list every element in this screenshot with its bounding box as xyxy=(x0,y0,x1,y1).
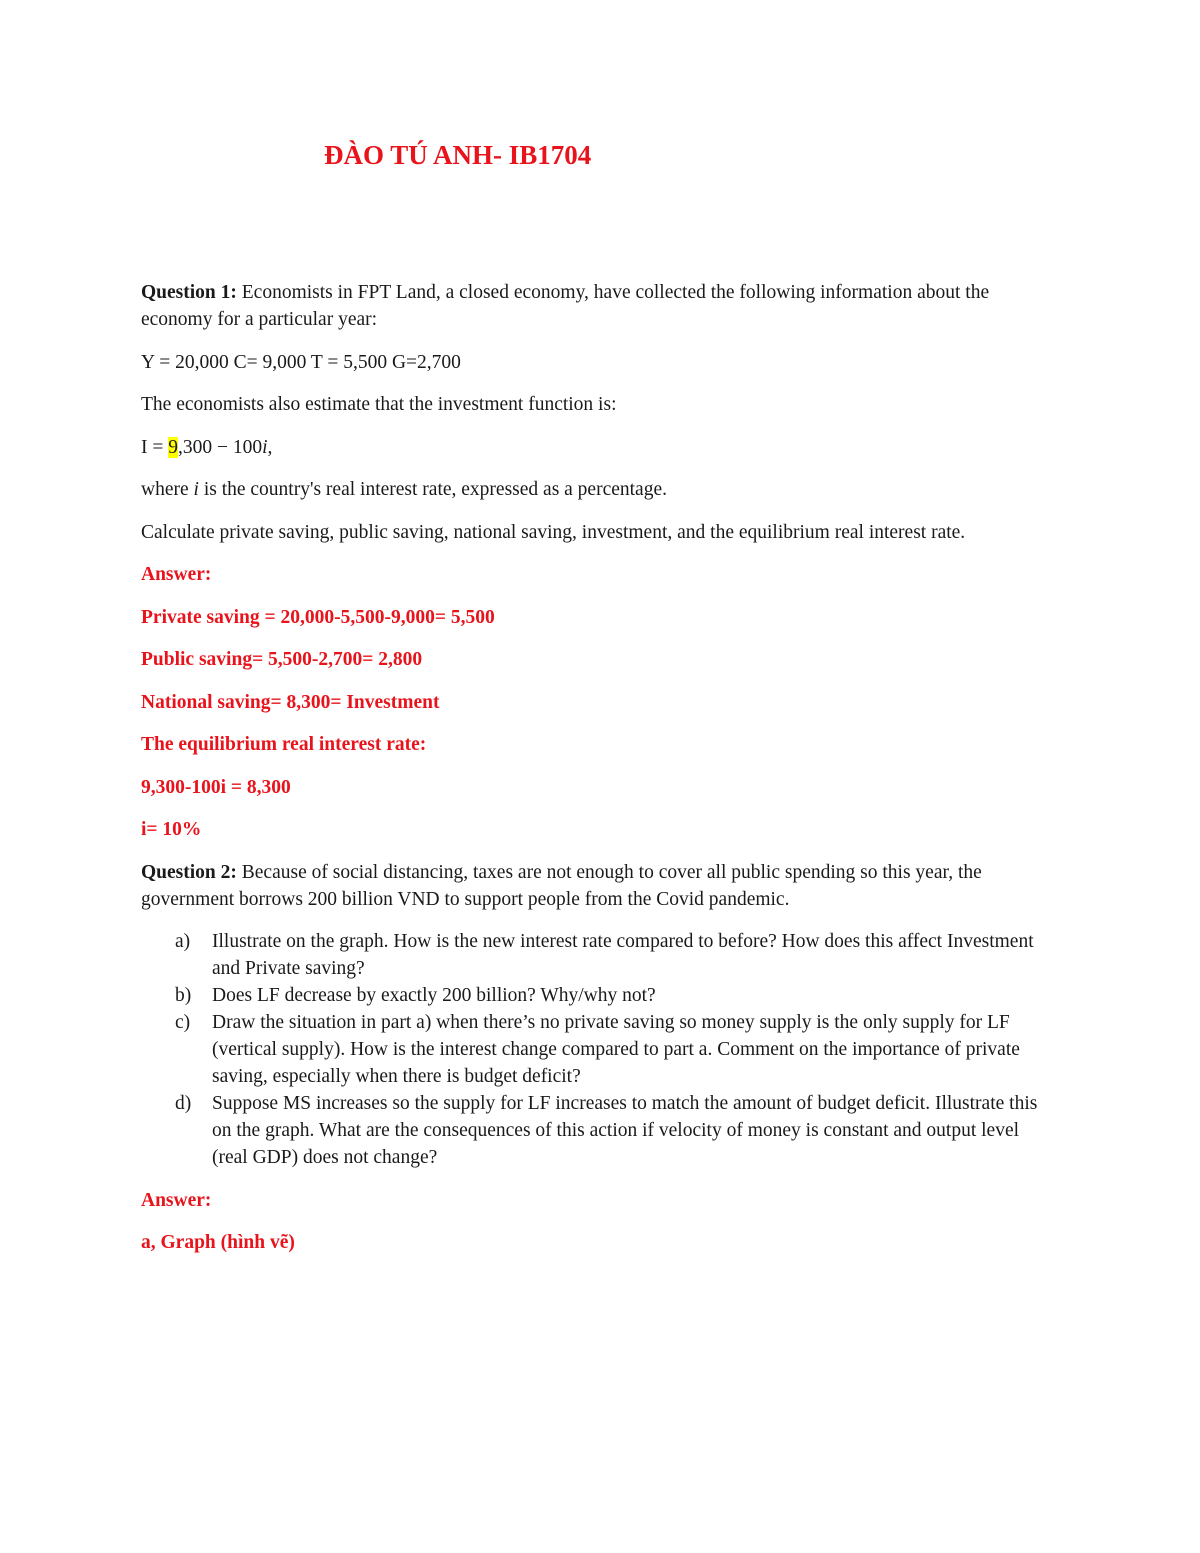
answer-2-graph-line: a, Graph (hình vẽ) xyxy=(141,1232,295,1253)
list-item-text: Illustrate on the graph. How is the new interest rate compared to before? How does this affect Investment and Private saving? xyxy=(212,931,1034,979)
answer-1-line: 9,300-100i = 8,300 xyxy=(141,776,291,798)
list-item xyxy=(141,928,1056,982)
list-marker: a) xyxy=(175,931,191,952)
question-1-paragraph xyxy=(141,279,1056,333)
function-prefix: I = xyxy=(141,436,169,458)
list-marker: b) xyxy=(175,985,192,1006)
function-rest: ,300 − 100 xyxy=(178,436,263,458)
document-body xyxy=(141,279,1056,1272)
list-item-text: Suppose MS increases so the supply for LF increases to match the amount of budget deficit. Illustrate this on the graph. What are the consequences of this action if velocity of money is constant and output level (real GDP) does not change? xyxy=(212,1093,1038,1168)
where-rest: is the country's real interest rate, expressed as a percentage. xyxy=(198,479,667,500)
answer-1-line: National saving= 8,300= Investment xyxy=(141,691,440,713)
question-2-subquestions xyxy=(141,928,1056,1171)
question-1-label: Question 1: xyxy=(141,282,237,303)
function-variable: i xyxy=(262,436,268,458)
question-2-label: Question 2: xyxy=(141,861,237,883)
question-1-task: Calculate private saving, public saving, national saving, investment, and the equilibrium real interest rate. xyxy=(141,521,966,543)
where-variable: i xyxy=(193,479,199,500)
question-2-paragraph xyxy=(141,859,1056,913)
list-item xyxy=(141,1009,1056,1090)
variable-definition xyxy=(141,476,1056,503)
answer-1-line: Private saving = 20,000-5,500-9,000= 5,500 xyxy=(141,606,495,628)
given-values-line: Y = 20,000 C= 9,000 T = 5,500 G=2,700 xyxy=(141,351,461,373)
highlighted-digit: 9 xyxy=(168,436,178,458)
answer-1-line: The equilibrium real interest rate: xyxy=(141,734,427,755)
list-marker: d) xyxy=(175,1093,192,1114)
list-item xyxy=(141,1090,1056,1171)
investment-intro: The economists also estimate that the investment function is: xyxy=(141,394,617,415)
question-1-text: Economists in FPT Land, a closed economy, have collected the following information about the economy for a particular year: xyxy=(141,282,990,330)
answer-1-line: i= 10% xyxy=(141,819,202,840)
answer-2-label: Answer: xyxy=(141,1189,212,1211)
document-title: ĐÀO TÚ ANH- IB1704 xyxy=(324,140,592,170)
list-marker: c) xyxy=(175,1012,191,1033)
investment-function xyxy=(141,434,1056,461)
where-prefix: where xyxy=(141,479,194,500)
function-end: , xyxy=(267,436,273,458)
list-item xyxy=(141,982,1056,1009)
list-item-text: Draw the situation in part a) when there’s no private saving so money supply is the only supply for LF (vertical supply). How is the interest change compared to part a. Comment on the importance of private saving, especially when there is budget deficit? xyxy=(212,1012,1020,1087)
answer-1-label: Answer: xyxy=(141,564,212,585)
answer-1-line: Public saving= 5,500-2,700= 2,800 xyxy=(141,649,423,670)
question-2-text: Because of social distancing, taxes are not enough to cover all public spending so this year, the government borrows 200 billion VND to support people from the Covid pandemic. xyxy=(141,861,982,910)
list-item-text: Does LF decrease by exactly 200 billion? Why/why not? xyxy=(212,985,656,1006)
